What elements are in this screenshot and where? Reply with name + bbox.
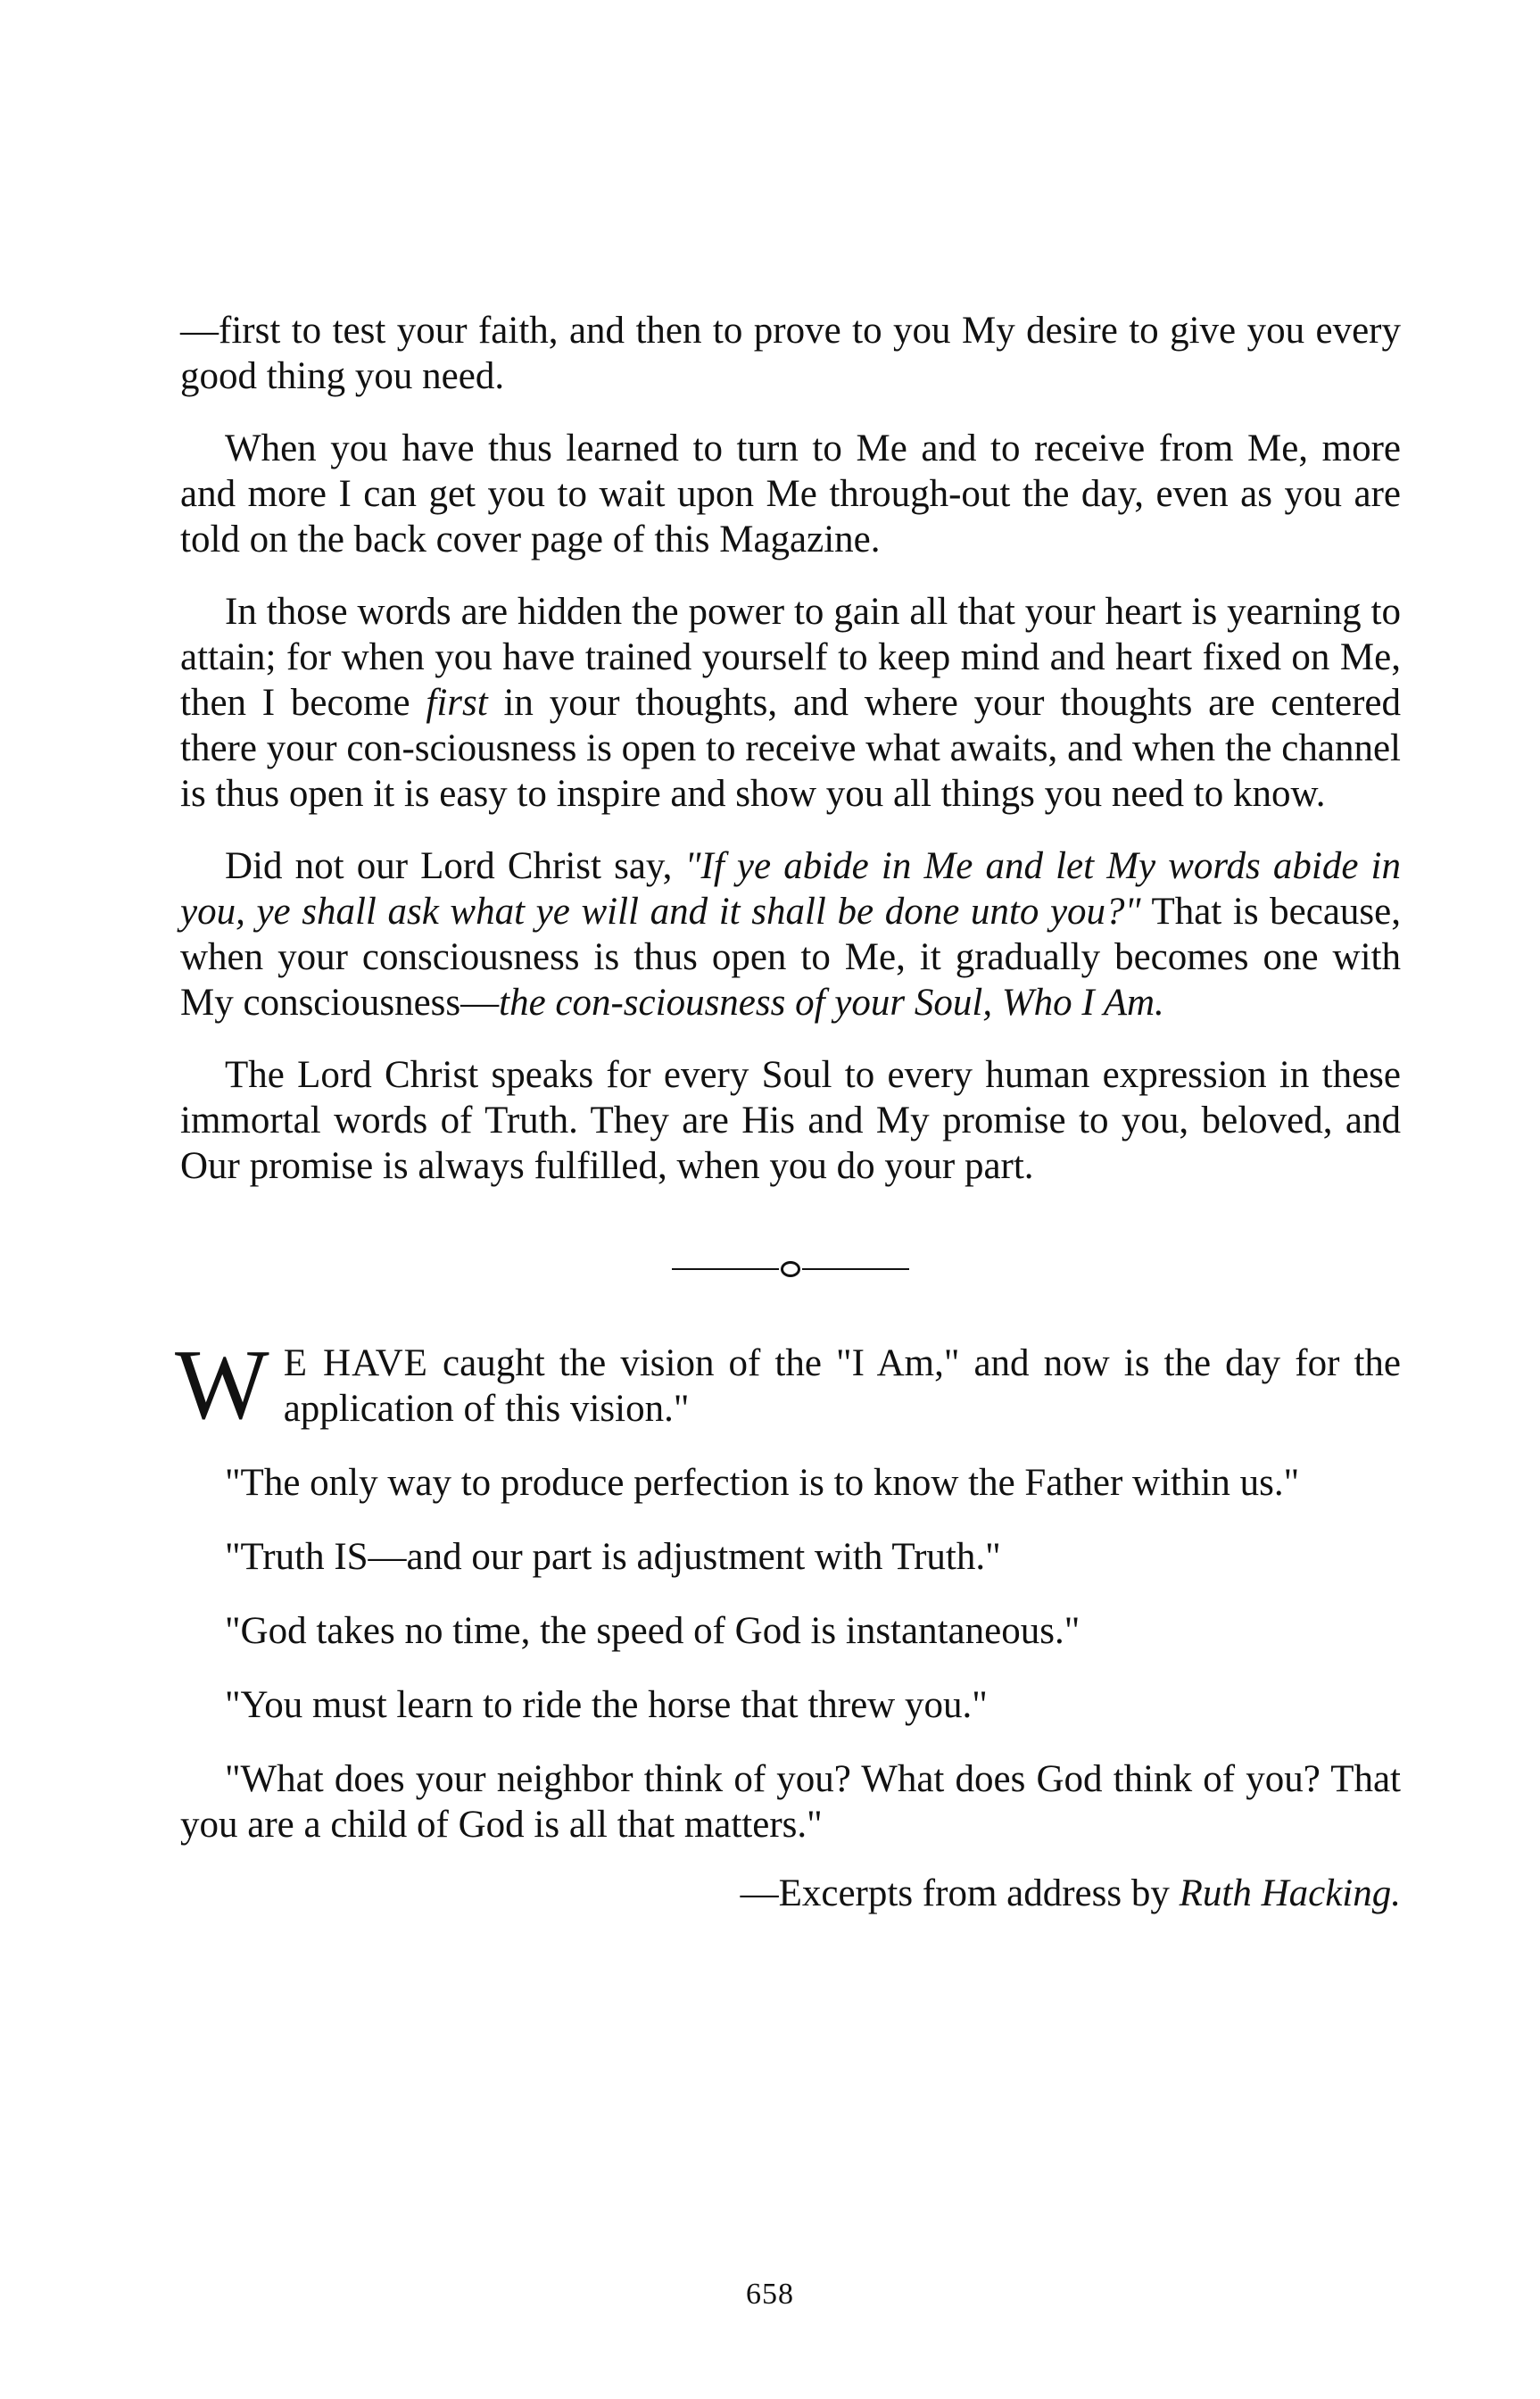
paragraph-3-text-b: in your thoughts, and where your thoughts are centered there your con-sciousness is open to receive what awaits, and when the channel is thus open it is easy to inspire and show you all things you need to know. [180, 682, 1401, 815]
attribution-prefix: —Excerpts from address by [740, 1872, 1180, 1914]
paragraph-1: —first to test your faith, and then to prove to you My desire to give you every good thing you need. [180, 310, 1401, 397]
paragraph-3-emphasis: first [426, 682, 488, 724]
excerpt-quote-3: "God takes no time, the speed of God is instantaneous." [225, 1610, 1080, 1652]
paragraph-3 [180, 589, 1401, 817]
divider-rule-left [672, 1268, 779, 1270]
paragraph-4-quotation: "If ye abide in Me and let My words abide in you, ye shall ask what ye will and it shall be done unto you?" [180, 845, 1401, 933]
page-body [175, 308, 1401, 1916]
section-divider [180, 1251, 1401, 1287]
excerpt-opening-text: caught the vision of the "I Am," and now is the day for the application of this vision." [283, 1342, 1401, 1430]
paragraph-4-text-b: That is because, when your consciousness is thus open to Me, it gradually becomes one with My consciousness— [180, 891, 1401, 1024]
excerpt-quote-1: "The only way to produce perfection is to know the Father within us." [225, 1462, 1300, 1504]
excerpt-lead: E HAVE [283, 1342, 428, 1384]
page-number: 658 [746, 2278, 794, 2311]
divider-ornament [781, 1261, 800, 1277]
drop-cap: W [175, 1330, 269, 1440]
paragraph-4 [180, 843, 1401, 1025]
paragraph-4-emphasis: the con-sciousness of your Soul, Who I Am. [499, 982, 1164, 1024]
attribution-author: Ruth Hacking. [1179, 1872, 1401, 1914]
divider-rule-right [802, 1268, 909, 1270]
excerpt-quote-4: "You must learn to ride the horse that threw you." [225, 1684, 988, 1726]
paragraph-4-text-a: Did not our Lord Christ say, [225, 845, 685, 887]
paragraph-2: When you have thus learned to turn to Me and to receive from Me, more and more I can get you to wait upon Me through-out the day, even as you are told on the back cover page of this Magazine. [180, 428, 1401, 560]
paragraph-3-text-a: In those words are hidden the power to gain all that your heart is yearning to attain; for when you have trained yourself to keep mind and heart fixed on Me, then I become [180, 591, 1401, 724]
attribution [180, 1871, 1401, 1916]
excerpt-opening [175, 1330, 1401, 1440]
excerpt-quote-5: "What does your neighbor think of you? What does God think of you? That you are a child of God is all that matters." [180, 1758, 1401, 1846]
excerpt-quote-2: "Truth IS—and our part is adjustment with Truth." [225, 1536, 1001, 1578]
paragraph-5: The Lord Christ speaks for every Soul to every human expression in these immortal words of Truth. They are His and My promise to you, beloved, and Our promise is always fulfilled, when you do your part. [180, 1054, 1401, 1187]
